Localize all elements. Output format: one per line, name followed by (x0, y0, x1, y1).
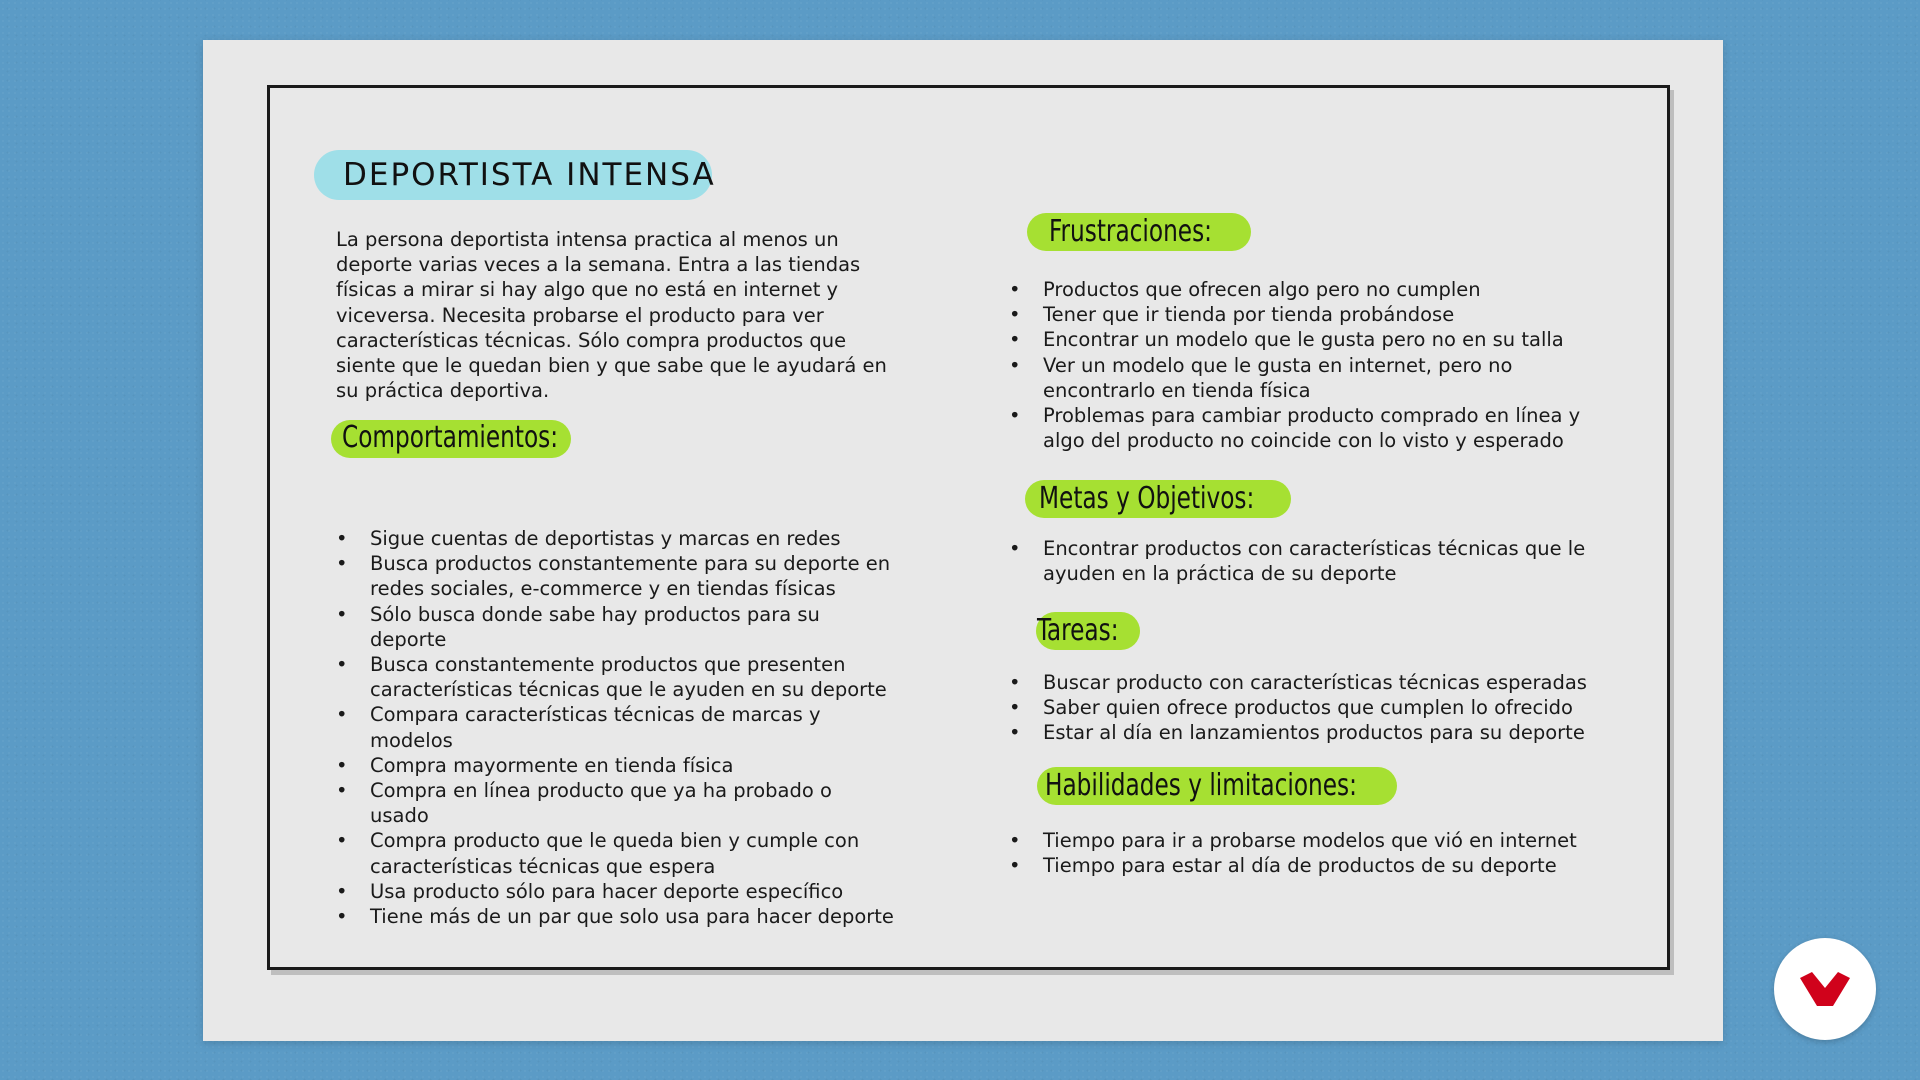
tareas-heading: Tareas: (1037, 613, 1119, 648)
list-item: • Ver un modelo que le gusta en internet, pero no encontrarlo en tienda física (1009, 353, 1609, 403)
frustraciones-list (1009, 277, 1609, 453)
comportamientos-heading: Comportamientos: (342, 420, 559, 455)
comportamientos-list (336, 526, 896, 929)
list-item: • Tener que ir tienda por tienda probándose (1009, 302, 1609, 327)
list-item: • Sigue cuentas de deportistas y marcas en redes (336, 526, 896, 551)
list-item: • Saber quien ofrece productos que cumplen lo ofrecido (1009, 695, 1589, 720)
list-item: • Compara características técnicas de marcas y modelos (336, 702, 896, 752)
list-item: • Problemas para cambiar producto comprado en línea y algo del producto no coincide con lo visto y esperado (1009, 403, 1609, 453)
habilidades-list (1009, 828, 1589, 878)
metas-heading: Metas y Objetivos: (1039, 481, 1255, 516)
brand-logo-button[interactable] (1774, 938, 1876, 1040)
list-item: • Buscar producto con características técnicas esperadas (1009, 670, 1589, 695)
persona-description: La persona deportista intensa practica al menos un deporte varias veces a la semana. Entra a las tiendas físicas a mirar si hay algo que no está en internet y viceversa. Necesita probarse el producto para ver características técnicas. Sólo compra productos que siente que le quedan bien y que sabe que le ayudará en su práctica deportiva. (336, 228, 887, 403)
list-item: • Busca productos constantemente para su deporte en redes sociales, e-commerce y en tiendas físicas (336, 551, 896, 601)
list-item: • Tiempo para estar al día de productos de su deporte (1009, 853, 1589, 878)
list-item: • Usa producto sólo para hacer deporte específico (336, 879, 896, 904)
tareas-list (1009, 670, 1589, 746)
list-item: • Estar al día en lanzamientos productos para su deporte (1009, 720, 1589, 745)
list-item: • Compra producto que le queda bien y cumple con características técnicas que espera (336, 828, 896, 878)
list-item: • Sólo busca donde sabe hay productos para su deporte (336, 602, 896, 652)
list-item: • Encontrar productos con características técnicas que le ayuden en la práctica de su deporte (1009, 536, 1589, 586)
list-item: • Productos que ofrecen algo pero no cumplen (1009, 277, 1609, 302)
persona-title: DEPORTISTA INTENSA (343, 157, 716, 193)
list-item: • Tiempo para ir a probarse modelos que vió en internet (1009, 828, 1589, 853)
list-item: • Compra mayormente en tienda física (336, 753, 896, 778)
list-item: • Encontrar un modelo que le gusta pero no en su talla (1009, 327, 1609, 352)
list-item: • Tiene más de un par que solo usa para hacer deporte (336, 904, 896, 929)
brand-logo-icon (1800, 972, 1850, 1006)
list-item: • Compra en línea producto que ya ha probado o usado (336, 778, 896, 828)
metas-list (1009, 536, 1589, 586)
habilidades-heading: Habilidades y limitaciones: (1045, 768, 1357, 803)
persona-sheet (203, 40, 1723, 1041)
frustraciones-heading: Frustraciones: (1049, 214, 1213, 249)
list-item: • Busca constantemente productos que presenten características técnicas que le ayuden en su deporte (336, 652, 896, 702)
